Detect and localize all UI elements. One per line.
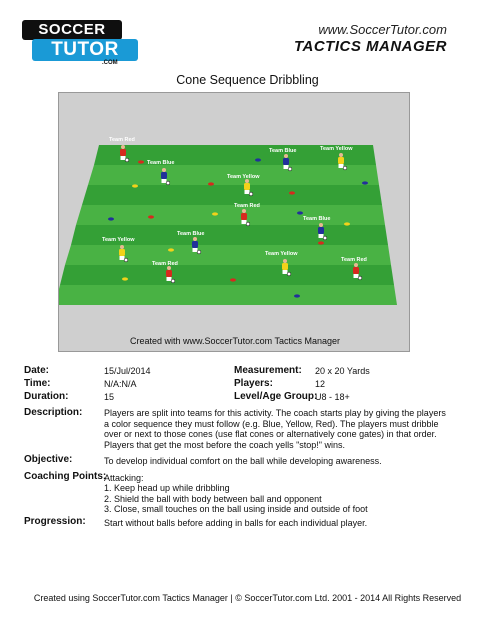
coaching-points-label: Coaching Points: (24, 471, 107, 482)
level-value: U8 - 18+ (315, 392, 350, 402)
time-label: Time: (24, 378, 51, 389)
footer-copyright: Created using SoccerTutor.com Tactics Manager | © SoccerTutor.com Ltd. 2001 - 2014 All Rights Reserved (33, 593, 462, 603)
label-team-blue: Team Blue (269, 148, 297, 154)
cone-blue (294, 294, 300, 297)
time-value: N/A:N/A (104, 379, 137, 389)
cone-blue (297, 211, 303, 214)
label-team-yellow: Team Yellow (102, 237, 135, 243)
soccer-ball-icon (358, 276, 362, 280)
objective-label: Objective: (24, 454, 73, 465)
website-text: www.SoccerTutor.com (318, 22, 447, 37)
coaching-points-list (104, 473, 449, 515)
session-title: Cone Sequence Dribbling (176, 73, 319, 87)
cone-yellow (344, 222, 350, 225)
coaching-point: Attacking: (104, 473, 144, 483)
soccer-ball-icon (197, 250, 201, 254)
coaching-point: 1. Keep head up while dribbling (104, 483, 230, 494)
soccer-ball-icon (343, 166, 347, 170)
label-team-yellow: Team Yellow (227, 174, 260, 180)
soccer-ball-icon (166, 181, 170, 185)
cone-yellow (132, 184, 138, 187)
logo-line2: TUTOR (32, 39, 138, 61)
players-value: 12 (315, 379, 326, 389)
progression-text: Start without balls before adding in balls for each individual player. (104, 518, 368, 528)
cone-blue (255, 158, 261, 161)
cone-red (230, 278, 236, 281)
label-team-yellow: Team Yellow (320, 146, 353, 152)
label-team-red: Team Red (341, 257, 367, 263)
coaching-point: 2. Shield the ball with body between ball and opponent (104, 493, 322, 504)
cone-red (208, 182, 214, 185)
cone-yellow (122, 277, 128, 280)
duration-label: Duration: (24, 391, 69, 402)
objective-text: To develop individual comfort on the ball while developing awareness. (104, 456, 382, 466)
cone-yellow (212, 212, 218, 215)
cone-blue (362, 181, 368, 184)
label-team-blue: Team Blue (303, 216, 331, 222)
players-label: Players: (234, 378, 273, 389)
label-team-blue: Team Blue (177, 231, 205, 237)
date-value: 15/Jul/2014 (104, 366, 151, 376)
soccer-ball-icon (323, 236, 327, 240)
logo-line1: SOCCER (22, 20, 122, 40)
description-text: Players are split into teams for this activity. The coach starts play by giving the players a color sequence they must follow (e.g. Blue, Yellow, Red). The players must dribble over or next to those cones (use flat cones or alternatively cone gates) in that order. Players that get the most before the coach yells "stop!" wins. (104, 408, 446, 450)
soccer-ball-icon (287, 272, 291, 276)
label-team-red: Team Red (152, 261, 178, 267)
description-label: Description: (24, 407, 83, 418)
level-label: Level/Age Group: (234, 391, 318, 402)
soccer-ball-icon (246, 222, 250, 226)
cone-red (138, 160, 144, 163)
soccer-ball-icon (288, 167, 292, 171)
soccer-ball-icon (125, 158, 129, 162)
date-label: Date: (24, 365, 50, 376)
measurement-label: Measurement: (234, 365, 302, 376)
soccer-ball-icon (124, 258, 128, 262)
cone-yellow (168, 248, 174, 251)
pitch-diagram (58, 92, 410, 352)
coaching-point: 3. Close, small touches on the ball using inside and outside of foot (104, 504, 368, 515)
pitch-svg (59, 93, 411, 353)
logo-suffix: .COM (102, 60, 118, 66)
diagram-credit: Created with www.SoccerTutor.com Tactics Manager (129, 336, 341, 346)
label-team-red: Team Red (109, 137, 135, 143)
cone-red (289, 191, 295, 194)
progression-label: Progression: (24, 516, 86, 527)
cone-red (148, 215, 154, 218)
label-team-red: Team Red (234, 203, 260, 209)
duration-value: 15 (104, 392, 115, 402)
cone-red (318, 241, 324, 244)
soccertutor-logo (22, 20, 140, 66)
soccer-ball-icon (171, 279, 175, 283)
measurement-value: 20 x 20 Yards (315, 366, 370, 376)
label-team-yellow: Team Yellow (265, 251, 298, 257)
label-team-blue: Team Blue (147, 160, 175, 166)
soccer-ball-icon (249, 192, 253, 196)
product-name: TACTICS MANAGER (293, 38, 447, 55)
cone-blue (108, 217, 114, 220)
